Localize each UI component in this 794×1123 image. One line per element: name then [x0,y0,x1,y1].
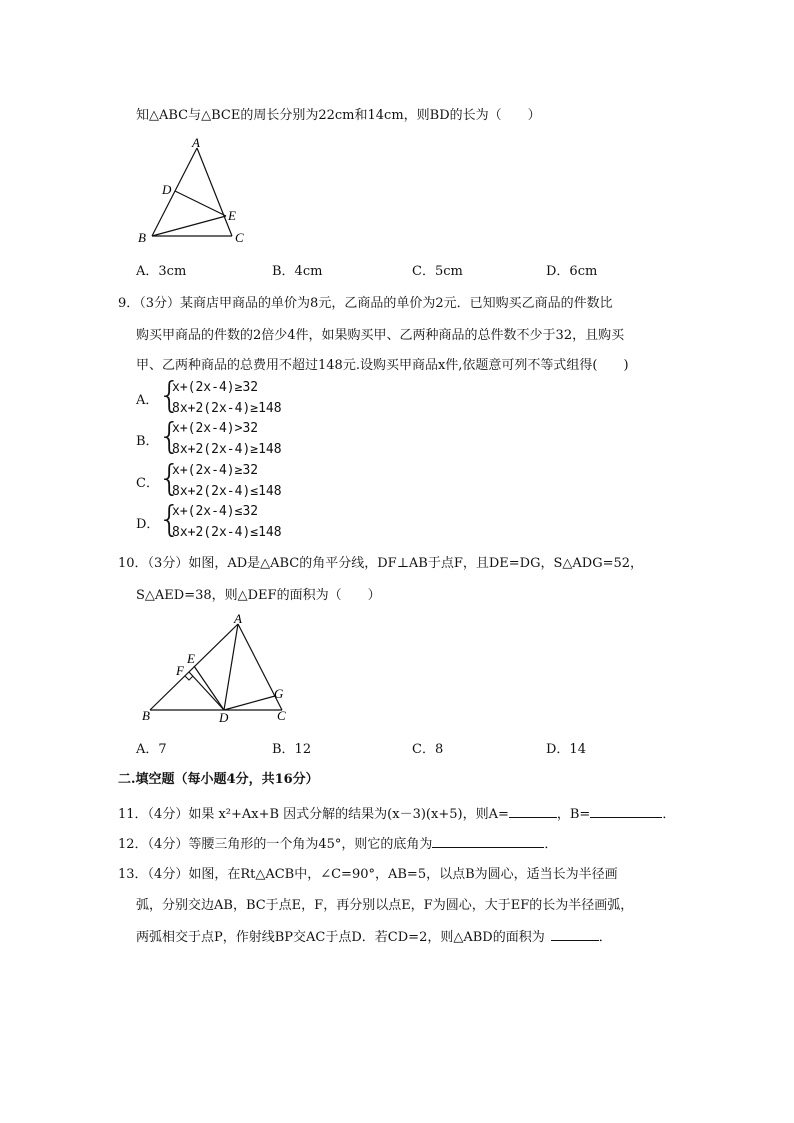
q8-option-b[interactable]: B．4cm [272,264,323,279]
q9-option-d-ineq1: x+(2x-4)≤32 [172,504,259,519]
q9-line2: 购买甲商品的件数的2倍少4件，如果购买甲、乙两种商品的总件数不少于32，且购买 [136,328,625,343]
q12-answer-blank[interactable] [432,835,544,848]
q10-label-e: E [187,651,195,666]
q8-option-d[interactable]: D．6cm [546,264,598,279]
q13-line3: 两弧相交于点P，作射线BP交AC于点D．若CD=2，则△ABD的面积为 [136,930,545,945]
section-heading-fill-in: 二.填空题（每小题4分，共16分） [118,772,319,787]
q10-label-g: G [274,686,284,701]
q8-label-b: B [138,230,146,245]
q9-option-b-ineq2: 8x+2(2x-4)≥148 [172,442,282,457]
q9-option-a-ineq1: x+(2x-4)≥32 [172,380,259,395]
q13-answer-blank[interactable] [551,928,599,941]
q13 [136,926,612,945]
q8-option-c[interactable]: C．5cm [412,264,463,279]
q10-option-c[interactable]: C．8 [412,742,444,757]
q9-option-a-ineq2: 8x+2(2x-4)≥148 [172,401,282,416]
q8-stem: 知△ABC与△BCE的周长分别为22cm和14cm，则BD的长为（ ） [136,108,541,123]
q11-text-end: ． [662,807,676,822]
q11-answer-blank-b[interactable] [590,805,662,818]
brace-icon: { [158,416,181,457]
q13-text-end: ． [598,930,612,945]
q9-option-b-label: B． [136,434,159,449]
q9-line3: 甲、乙两种商品的总费用不超过148元.设购买甲商品x件,依题意可列不等式组得( ) [136,358,629,373]
brace-icon: { [158,499,181,540]
q10-label-b: B [142,708,150,723]
q9-option-b-ineq1: x+(2x-4)>32 [172,421,259,436]
q10-line2: S△AED=38，则△DEF的面积为（ ） [136,588,381,603]
brace-icon: { [158,458,181,499]
q9-line1: 9．（3分）某商店甲商品的单价为8元，乙商品的单价为2元．已知购买乙商品的件数比 [118,296,613,311]
q10-label-f: F [176,663,184,678]
q8-label-e: E [228,208,236,223]
q11-text: 11．（4分）如果 x²+Ax+B 因式分解的结果为(x－3)(x+5)，则A= [118,807,509,822]
q9-option-c-ineq2: 8x+2(2x-4)≤148 [172,484,282,499]
q9-option-d-label: D． [136,517,160,532]
q10-label-d: D [219,710,229,725]
q10-option-d[interactable]: D．14 [546,742,586,757]
q10-triangle-figure [136,610,296,726]
q11 [118,803,675,822]
q11-text-mid: ，B= [556,807,591,822]
q12-text-end: ． [544,837,558,852]
q10-label-a: A [234,611,242,626]
q8-label-c: C [235,230,244,245]
q9-option-a-label: A． [136,393,159,408]
q10-line1: 10．（3分）如图，AD是△ABC的角平分线，DF⊥AB于点F，且DE=DG，S△ADG=52， [118,556,644,571]
q8-option-a[interactable]: A．3cm [136,264,187,279]
q13-line2: 弧，分别交边AB，BC于点E，F，再分别以点E，F为圆心，大于EF的长为半径画弧， [136,898,634,913]
q11-answer-blank-a[interactable] [509,805,557,818]
q10-option-a[interactable]: A．7 [136,742,167,757]
q9-option-c-ineq1: x+(2x-4)≥32 [172,463,259,478]
q8-triangle-figure [132,134,262,250]
q10-label-c: C [277,708,286,723]
q10-option-b[interactable]: B．12 [272,742,312,757]
brace-icon: { [158,375,181,416]
q8-label-a: A [192,135,200,150]
q13-line1: 13．（4分）如图，在Rt△ACB中，∠C=90°，AB=5，以点B为圆心，适当长为半径画 [118,867,618,882]
q8-label-d: D [162,182,172,197]
q12-text: 12．（4分）等腰三角形的一个角为45°，则它的底角为 [118,837,433,852]
q12 [118,833,557,852]
q9-option-c-label: C． [136,476,159,491]
q9-option-d-ineq2: 8x+2(2x-4)≤148 [172,525,282,540]
